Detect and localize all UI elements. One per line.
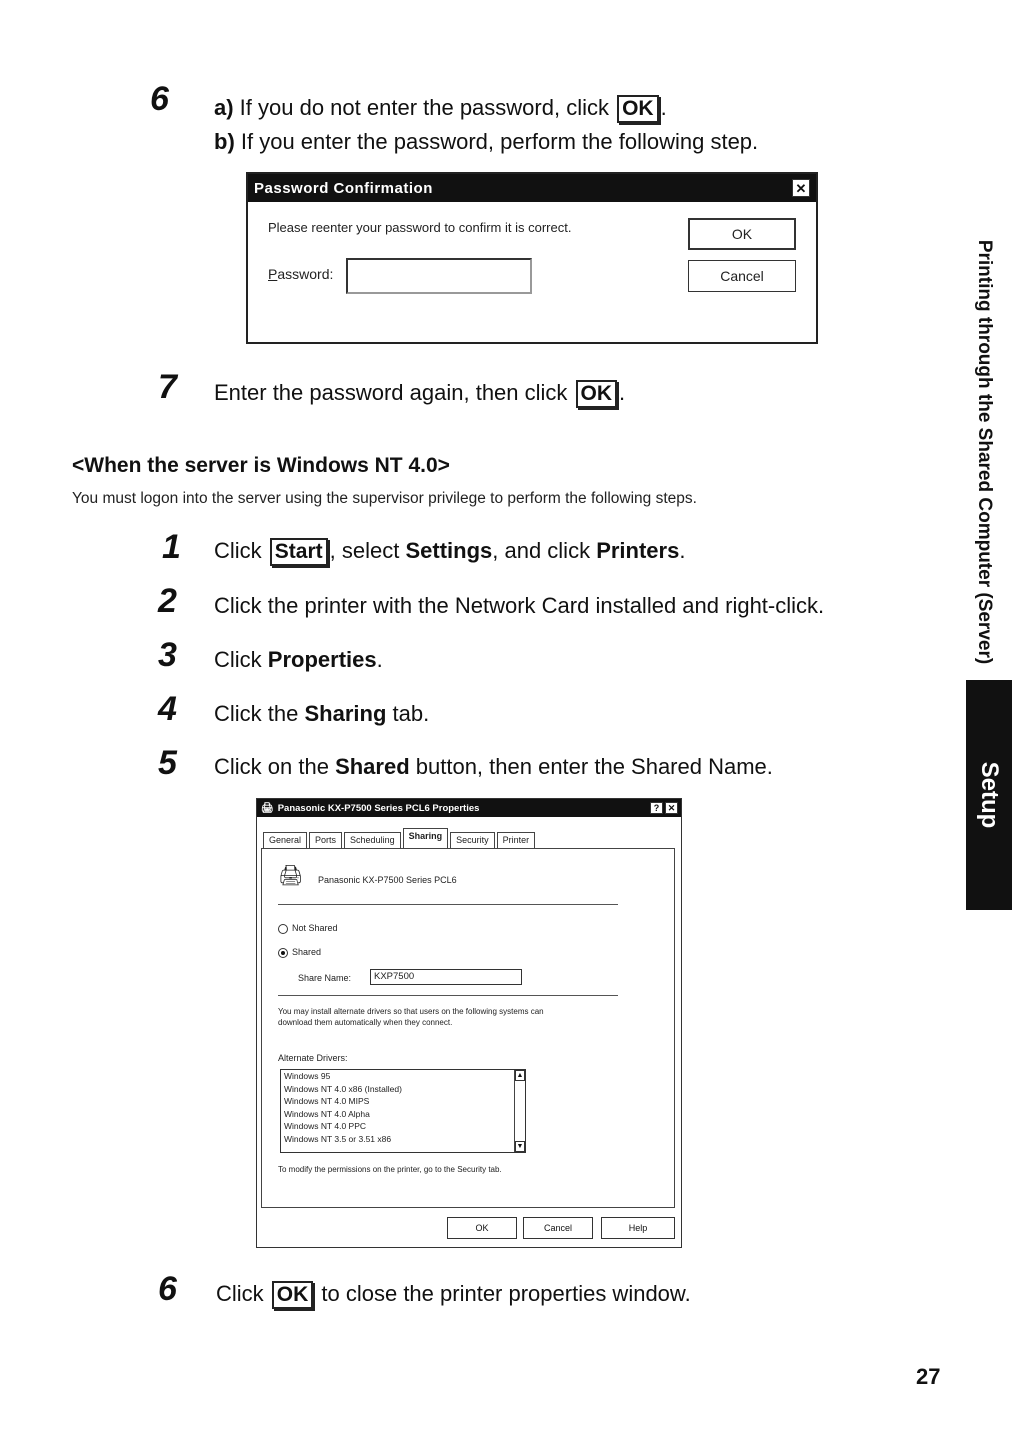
step-7-text bbox=[214, 380, 625, 408]
tab-sharing[interactable]: Sharing bbox=[403, 828, 449, 849]
shared-label: Shared bbox=[292, 947, 322, 957]
list-item[interactable]: Windows NT 4.0 x86 (Installed) bbox=[284, 1083, 402, 1094]
not-shared-option[interactable] bbox=[278, 923, 338, 934]
scroll-up-icon[interactable]: ▲ bbox=[516, 1072, 524, 1079]
step-text-part: Click bbox=[214, 538, 268, 563]
alternate-drivers-label: Alternate Drivers: bbox=[278, 1053, 348, 1063]
chapter-vertical-label bbox=[958, 222, 1010, 682]
step-number: 2 bbox=[158, 582, 177, 620]
step-6-close-text bbox=[216, 1281, 691, 1309]
scroll-down-icon[interactable]: ▼ bbox=[516, 1143, 524, 1150]
ok-button[interactable]: OK bbox=[688, 218, 796, 250]
step-number: 3 bbox=[158, 636, 177, 674]
step-7-suffix: . bbox=[619, 380, 626, 405]
alternate-drivers-info-2: download them automatically when they connect. bbox=[278, 1018, 453, 1027]
divider bbox=[278, 904, 618, 905]
dialog-title bbox=[261, 803, 479, 814]
close-icon[interactable]: ✕ bbox=[665, 802, 678, 814]
dialog-titlebar bbox=[248, 174, 816, 202]
step-6a-text bbox=[214, 95, 667, 123]
list-item[interactable]: Windows NT 4.0 MIPS bbox=[284, 1096, 370, 1106]
tab-strip bbox=[263, 827, 537, 849]
section-subtext: You must logon into the server using the supervisor privilege to perform the following steps. bbox=[72, 490, 697, 507]
dialog-message: Please reenter your password to confirm it is correct. bbox=[268, 220, 572, 235]
ok-button[interactable]: OK bbox=[447, 1217, 517, 1239]
step-number: 6 bbox=[150, 80, 169, 118]
radio-not-shared[interactable] bbox=[278, 924, 288, 934]
step-text-part: Click the bbox=[214, 701, 305, 726]
step-2-text: Click the printer with the Network Card installed and right-click. bbox=[214, 593, 825, 618]
not-shared-label: Not Shared bbox=[292, 923, 338, 933]
step-6a-prefix: a) bbox=[214, 95, 234, 120]
step-text-part: . bbox=[679, 538, 686, 563]
step-text-part: tab. bbox=[386, 701, 430, 726]
step-text-part: button, then enter the Shared Name. bbox=[409, 754, 773, 779]
alternate-drivers-info-1: You may install alternate drivers so that users on the following systems can bbox=[278, 1007, 544, 1016]
list-item[interactable]: Windows 95 bbox=[284, 1071, 331, 1081]
ok-key: OK bbox=[272, 1281, 314, 1309]
step-6a-body: If you do not enter the password, click bbox=[233, 95, 616, 120]
help-button[interactable]: Help bbox=[601, 1217, 675, 1239]
password-label-rest: assword: bbox=[277, 266, 334, 282]
step-text-part: Click bbox=[214, 647, 268, 672]
shared-option[interactable] bbox=[278, 947, 321, 958]
setup-tab-label: Setup bbox=[976, 761, 1003, 829]
page-number: 27 bbox=[916, 1364, 941, 1389]
setup-tab bbox=[966, 680, 1012, 910]
step-number: 4 bbox=[158, 690, 177, 728]
step-text-part: Click bbox=[216, 1281, 270, 1306]
step-text-part: , select bbox=[329, 538, 406, 563]
properties-term: Properties bbox=[267, 647, 377, 672]
tab-ports[interactable]: Ports bbox=[309, 832, 342, 849]
step-1-text bbox=[214, 538, 685, 566]
step-number: 7 bbox=[158, 368, 177, 406]
sharing-term: Sharing bbox=[304, 701, 387, 726]
cancel-button[interactable]: Cancel bbox=[688, 260, 796, 292]
printers-term: Printers bbox=[596, 538, 680, 563]
settings-term: Settings bbox=[405, 538, 493, 563]
tab-printer[interactable]: Printer bbox=[497, 832, 536, 849]
step-3-text bbox=[214, 647, 383, 673]
step-text-part: . bbox=[376, 647, 383, 672]
tab-security[interactable]: Security bbox=[450, 832, 495, 849]
password-input[interactable] bbox=[346, 258, 532, 294]
divider bbox=[278, 995, 618, 996]
printer-name: Panasonic KX-P7500 Series PCL6 bbox=[318, 875, 457, 885]
step-4-text bbox=[214, 701, 429, 727]
security-note: To modify the permissions on the printer, go to the Security tab. bbox=[278, 1165, 502, 1174]
dialog-titlebar bbox=[257, 799, 681, 817]
share-name-label: Share Name: bbox=[298, 973, 352, 983]
list-scrollbar[interactable] bbox=[514, 1070, 525, 1152]
ok-key: OK bbox=[617, 95, 659, 123]
password-confirmation-dialog bbox=[246, 172, 818, 344]
step-text-part: to close the printer properties window. bbox=[315, 1281, 691, 1306]
tab-scheduling[interactable]: Scheduling bbox=[344, 832, 401, 849]
chapter-title: Printing through the Shared Computer (Server) bbox=[974, 239, 995, 665]
share-name-input[interactable]: KXP7500 bbox=[370, 969, 522, 985]
password-label: Password: bbox=[268, 266, 334, 282]
step-text-part: , and click bbox=[492, 538, 597, 563]
ok-key: OK bbox=[576, 380, 618, 408]
list-item[interactable]: Windows NT 4.0 PPC bbox=[284, 1121, 367, 1131]
section-heading: <When the server is Windows NT 4.0> bbox=[72, 454, 450, 477]
radio-shared[interactable] bbox=[278, 948, 288, 958]
alternate-drivers-list[interactable] bbox=[280, 1069, 526, 1153]
cancel-button[interactable]: Cancel bbox=[523, 1217, 593, 1239]
titlebar-buttons bbox=[648, 802, 678, 814]
help-icon[interactable]: ? bbox=[650, 802, 663, 814]
step-number: 1 bbox=[162, 528, 181, 566]
dialog-title: Password Confirmation bbox=[254, 179, 433, 197]
dialog-title-text: Panasonic KX-P7500 Series PCL6 Properties bbox=[277, 802, 480, 814]
step-number: 5 bbox=[158, 744, 177, 782]
close-icon[interactable]: ✕ bbox=[792, 179, 810, 197]
step-text-part: Click on the bbox=[214, 754, 336, 779]
shared-term: Shared bbox=[335, 754, 410, 779]
step-7-body: Enter the password again, then click bbox=[214, 380, 574, 405]
printer-icon: 🖨 bbox=[278, 865, 304, 887]
list-item[interactable]: Windows NT 3.5 or 3.51 x86 bbox=[284, 1133, 392, 1144]
step-6b-body: If you enter the password, perform the following step. bbox=[234, 129, 759, 154]
step-6a-suffix: . bbox=[660, 95, 667, 120]
step-number: 6 bbox=[158, 1270, 177, 1308]
printer-icon: 🖨 bbox=[261, 802, 274, 814]
sharing-panel bbox=[261, 848, 675, 1208]
step-6b-prefix: b) bbox=[214, 129, 235, 154]
printer-properties-dialog bbox=[256, 798, 682, 1248]
list-item[interactable]: Windows NT 4.0 Alpha bbox=[284, 1108, 370, 1119]
step-5-text bbox=[214, 754, 773, 780]
tab-general[interactable]: General bbox=[263, 832, 307, 849]
step-6b-text bbox=[214, 129, 758, 155]
start-key: Start bbox=[270, 538, 328, 566]
